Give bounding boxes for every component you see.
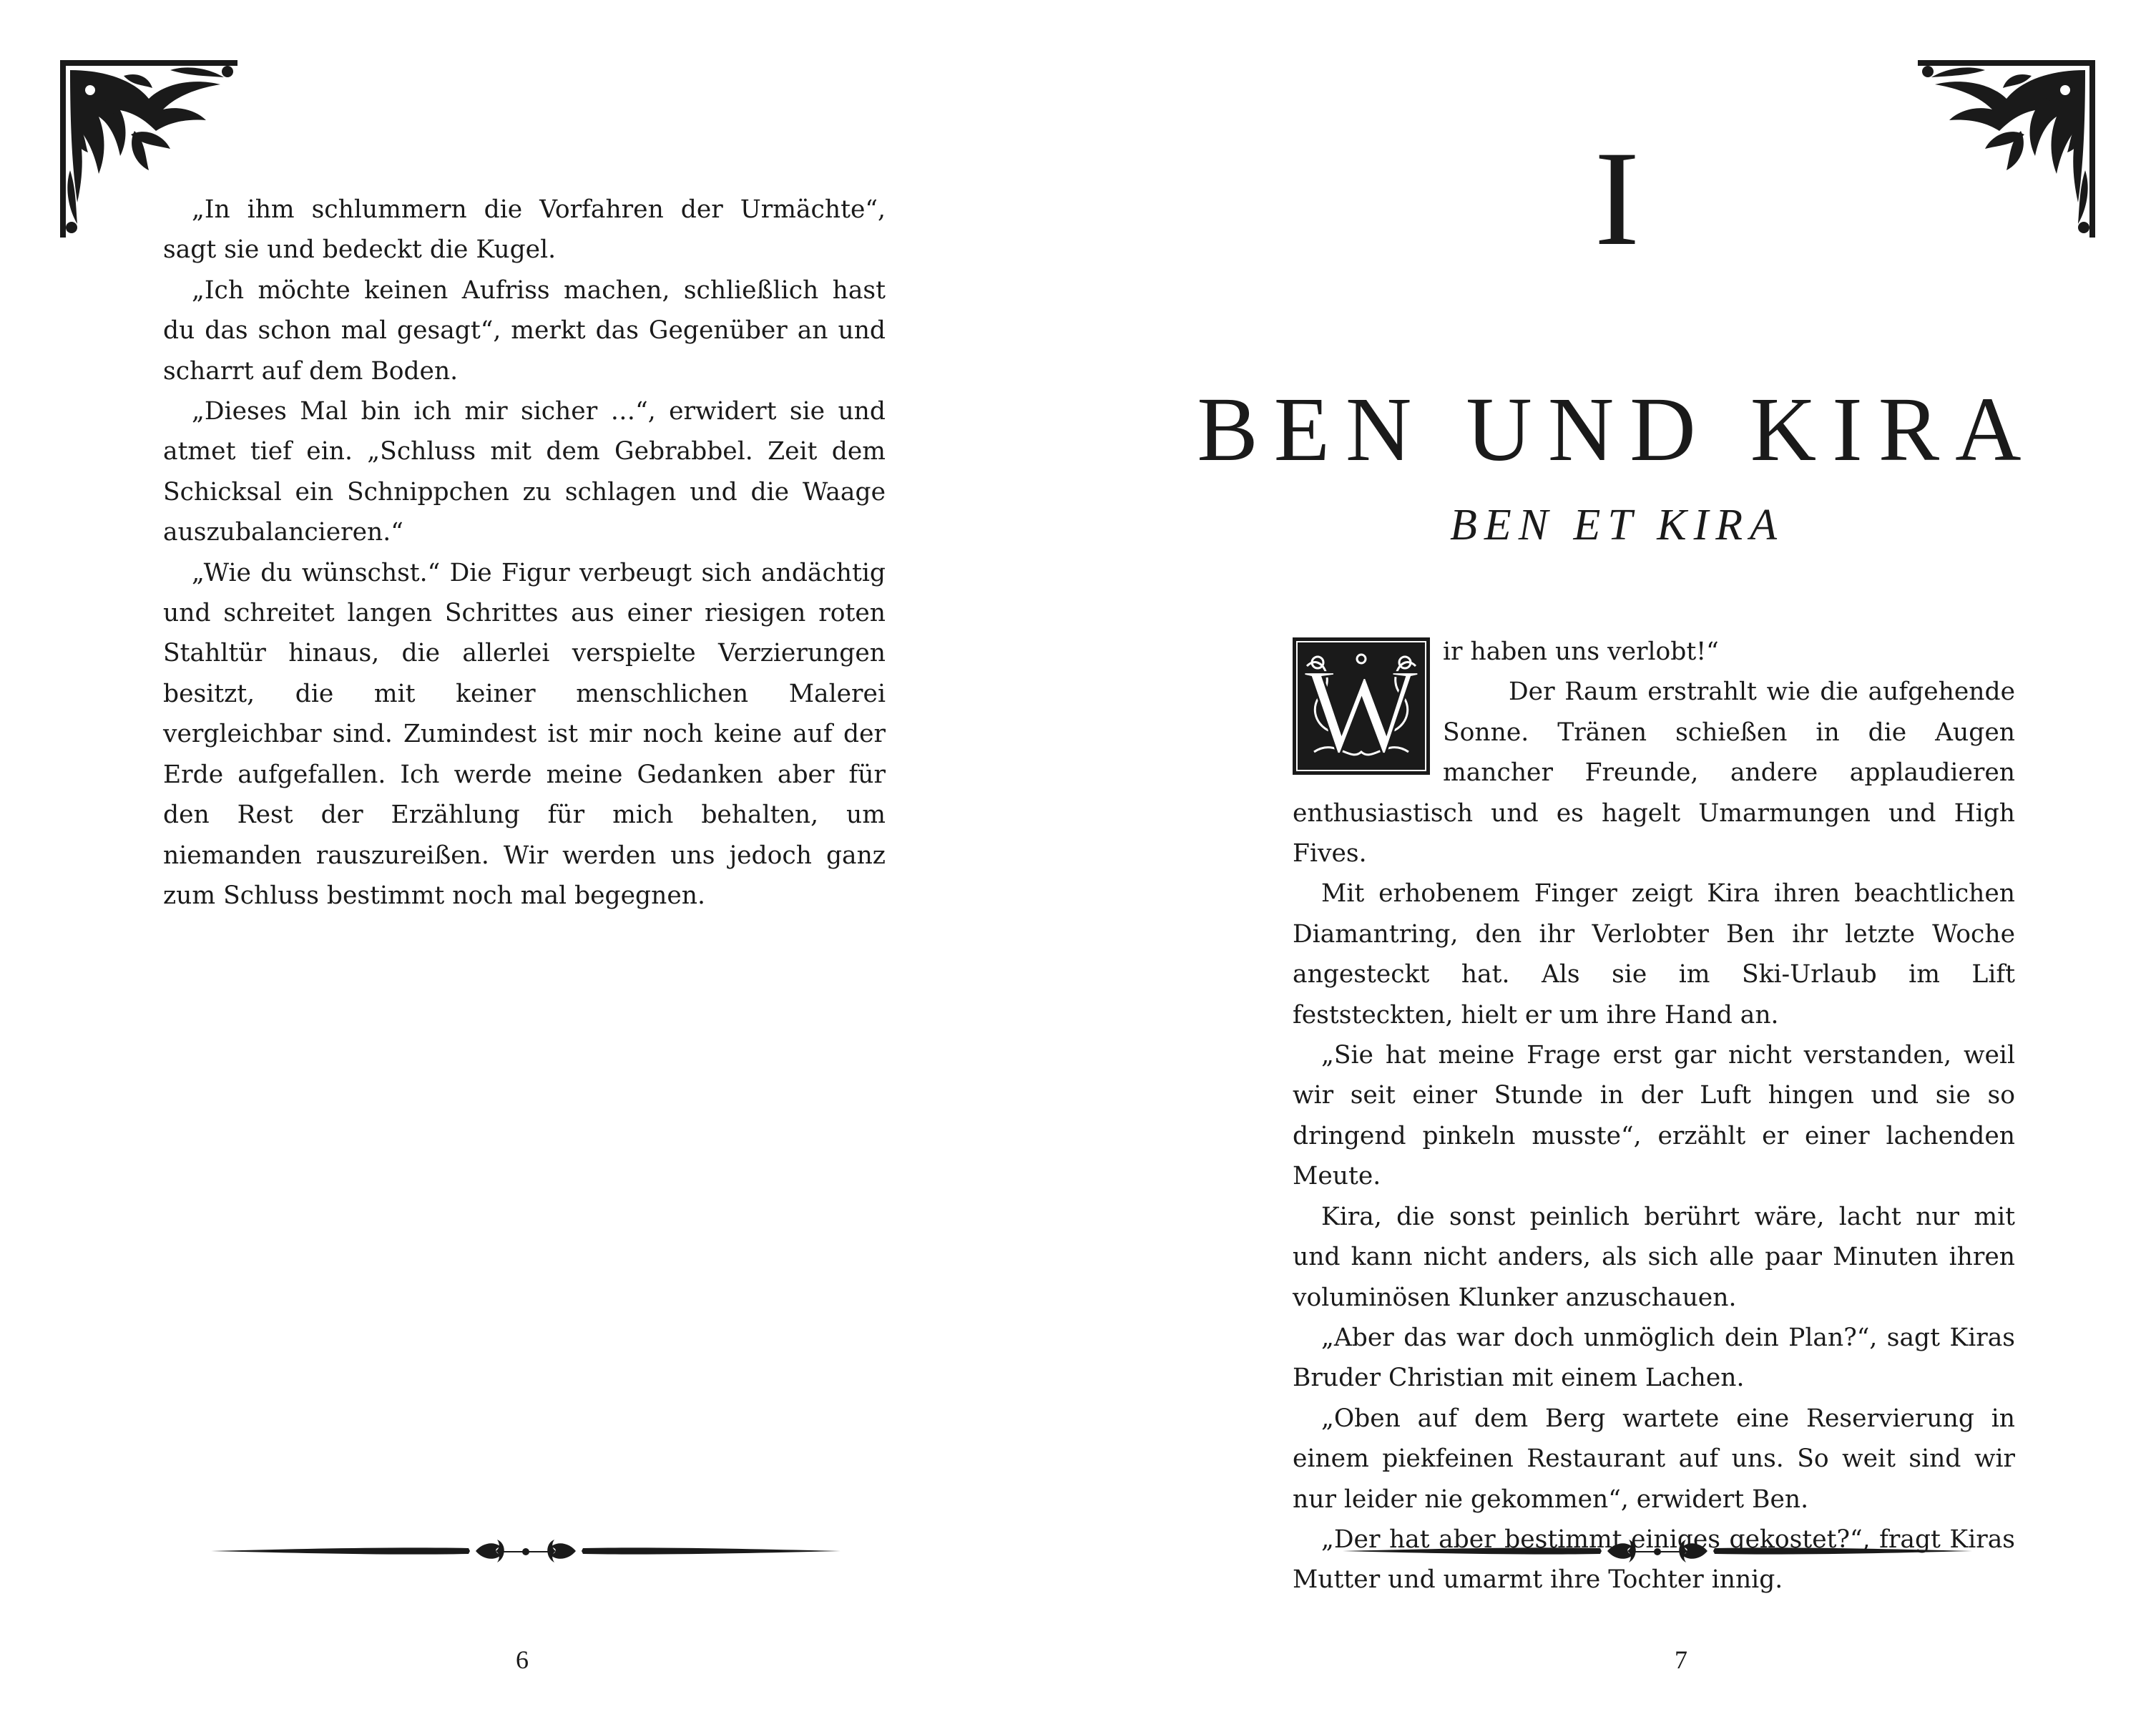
flourish-divider-icon: [1343, 1537, 1972, 1565]
paragraph: „Wie du wünschst.“ Die Figur verbeugt sich andächtig und schreitet langen Schrittes aus einer riesigen roten Stahltür hinaus, die allerlei verspielte Verzierungen besitzt, die mit keiner menschlichen Malerei vergleichbar sind. Zumindest ist mir noch keine auf der Erde aufgefallen. Ich werde meine Gedanken aber für den Rest der Erzählung für mich behalten, um niemanden rauszureißen. Wir werden uns jedoch ganz zum Schluss bestimmt noch mal begegnen.: [163, 558, 886, 910]
ornate-dropcap-w-icon: [1293, 637, 1430, 775]
paragraph: Mit erhobenem Finger zeigt Kira ihren beachtlichen Diamantring, den ihr Verlobter Ben ihr letzte Woche angesteckt hat. Als sie im Ski-Urlaub im Lift feststeckten, hielt er um ihre Hand an.: [1293, 879, 2015, 1029]
left-page-text: [163, 190, 886, 916]
right-page-text: [1293, 632, 2015, 1600]
right-page: [1078, 0, 2156, 1717]
paragraph: „Oben auf dem Berg wartete eine Reservierung in einem piekfeinen Restaurant auf uns. So weit sind wir nur leider nie gekommen“, erwidert Ben.: [1293, 1404, 2015, 1514]
page-number: 6: [516, 1645, 529, 1674]
chapter-number: I: [1594, 124, 1640, 274]
page-number: 7: [1675, 1645, 1687, 1674]
paragraph-first-line: ir haben uns verlobt!“: [1443, 637, 1719, 666]
paragraph: Kira, die sonst peinlich berührt wäre, lacht nur mit und kann nicht anders, als sich alle paar Minuten ihren voluminösen Klunker anzuschauen.: [1293, 1202, 2015, 1312]
paragraph: „Sie hat meine Frage erst gar nicht verstanden, weil wir seit einer Stunde in der Luft hingen und sie so dringend pinkeln musste“, erzählt er einer lachenden Meute.: [1293, 1041, 2015, 1191]
paragraph: Der Raum erstrahlt wie die aufgehende Sonne. Tränen schießen in die Augen mancher Freunde, andere applaudieren enthusiastisch und es hagelt Umarmungen und High Fives.: [1293, 677, 2015, 869]
paragraph: „Dieses Mal bin ich mir sicher …“, erwidert sie und atmet tief ein. „Schluss mit dem Gebrabbel. Zeit dem Schicksal ein Schnippchen zu schlagen und die Waage auszubalancieren.“: [163, 397, 886, 547]
flourish-divider-icon: [211, 1537, 841, 1565]
paragraph: „In ihm schlummern die Vorfahren der Urmächte“, sagt sie und bedeckt die Kugel.: [163, 195, 886, 265]
chapter-title: BEN UND KIRA: [1197, 378, 2037, 480]
paragraph: „Aber das war doch unmöglich dein Plan?“, sagt Kiras Bruder Christian mit einem Lachen.: [1293, 1323, 2015, 1393]
dropcap-letter: W: [1303, 644, 1419, 775]
paragraph: „Ich möchte keinen Aufriss machen, schließlich hast du das schon mal gesagt“, merkt das Gegenüber an und scharrt auf dem Boden.: [163, 275, 886, 386]
chapter-subtitle: BEN ET KIRA: [1449, 501, 1785, 549]
paragraph: „Der hat aber bestimmt einiges gekostet?“, fragt Kiras Mutter und umarmt ihre Tochter innig.: [1293, 1525, 2015, 1595]
